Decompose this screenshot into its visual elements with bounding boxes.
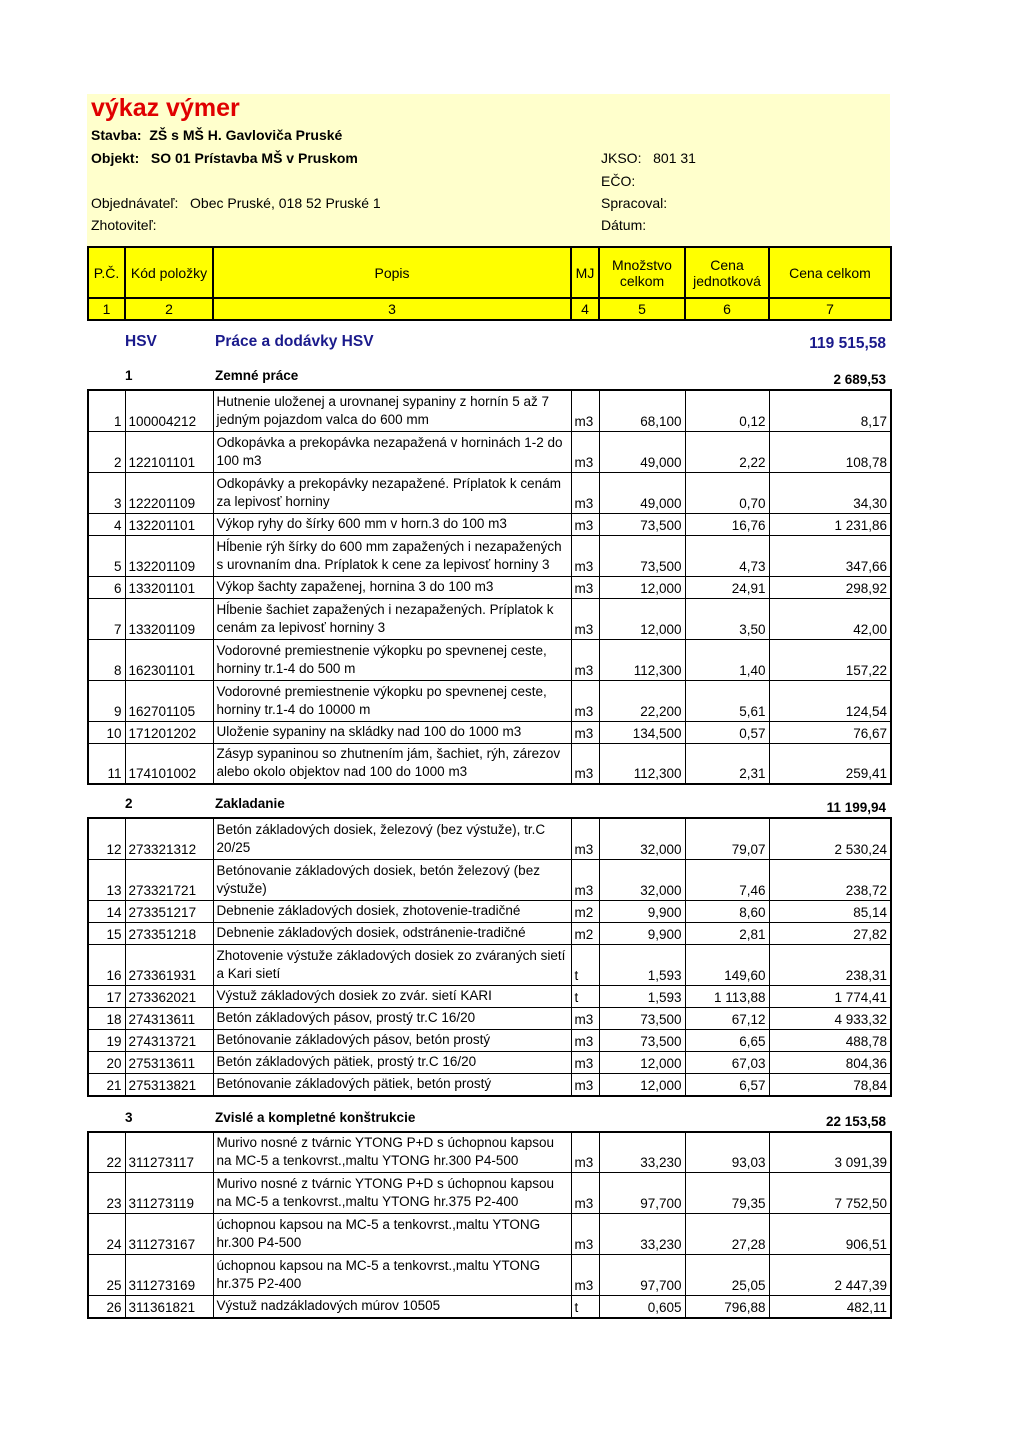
item-total-price: 238,72 bbox=[769, 859, 891, 900]
item-number: 26 bbox=[88, 1296, 125, 1319]
item-total-price: 157,22 bbox=[769, 639, 891, 680]
item-unit-price: 1 113,88 bbox=[685, 985, 769, 1007]
item-unit: m3 bbox=[571, 1214, 599, 1255]
item-total-price: 1 231,86 bbox=[769, 513, 891, 535]
item-quantity: 12,000 bbox=[599, 1051, 685, 1073]
item-description: Debnenie základových dosiek, odstránenie-tradičné bbox=[213, 922, 571, 944]
item-description: Betón základových dosiek, železový (bez výstuže), tr.C 20/25 bbox=[213, 818, 571, 859]
zhotovitel-label: Zhotoviteľ: bbox=[91, 217, 157, 233]
item-number: 4 bbox=[88, 513, 125, 535]
item-quantity: 1,593 bbox=[599, 944, 685, 985]
item-unit-price: 149,60 bbox=[685, 944, 769, 985]
objekt-label: Objekt: bbox=[91, 150, 140, 166]
item-quantity: 73,500 bbox=[599, 1007, 685, 1029]
section-number: 3 bbox=[125, 1109, 133, 1125]
item-number: 7 bbox=[88, 598, 125, 639]
item-code: 311361821 bbox=[125, 1296, 213, 1319]
section-name: Zvislé a kompletné konštrukcie bbox=[215, 1109, 416, 1125]
item-code: 311273119 bbox=[125, 1173, 213, 1214]
item-description: úchopnou kapsou na MC-5 a tenkovrst.,maltu YTONG hr.375 P2-400 bbox=[213, 1255, 571, 1296]
item-unit: m3 bbox=[571, 639, 599, 680]
item-unit: m3 bbox=[571, 680, 599, 721]
document-page bbox=[87, 94, 890, 1319]
item-unit-price: 6,57 bbox=[685, 1073, 769, 1096]
section-total: 22 153,58 bbox=[825, 1113, 886, 1129]
item-number: 18 bbox=[88, 1007, 125, 1029]
item-unit-price: 67,12 bbox=[685, 1007, 769, 1029]
item-quantity: 9,900 bbox=[599, 922, 685, 944]
item-number: 22 bbox=[88, 1132, 125, 1173]
item-total-price: 85,14 bbox=[769, 900, 891, 922]
item-quantity: 112,300 bbox=[599, 639, 685, 680]
item-description: Betónovanie základových pásov, betón prostý bbox=[213, 1029, 571, 1051]
items-table bbox=[87, 389, 892, 785]
table-row bbox=[88, 1255, 891, 1296]
item-unit: t bbox=[571, 1296, 599, 1319]
item-unit: m3 bbox=[571, 431, 599, 472]
item-unit: t bbox=[571, 985, 599, 1007]
item-description: Murivo nosné z tvárnic YTONG P+D s úchopnou kapsou na MC-5 a tenkovrst.,maltu YTONG hr.300 P4-500 bbox=[213, 1132, 571, 1173]
objekt-value: SO 01 Prístavba MŠ v Pruskom bbox=[150, 150, 358, 166]
table-row bbox=[88, 1073, 891, 1096]
objednavatel-label: Objednávateľ: bbox=[91, 195, 179, 211]
item-number: 24 bbox=[88, 1214, 125, 1255]
item-unit: m3 bbox=[571, 859, 599, 900]
item-unit: m3 bbox=[571, 1051, 599, 1073]
item-unit-price: 79,35 bbox=[685, 1173, 769, 1214]
item-unit-price: 2,22 bbox=[685, 431, 769, 472]
item-unit: m3 bbox=[571, 818, 599, 859]
item-code: 274313721 bbox=[125, 1029, 213, 1051]
item-total-price: 298,92 bbox=[769, 576, 891, 598]
table-row bbox=[88, 944, 891, 985]
item-code: 273321312 bbox=[125, 818, 213, 859]
item-number: 3 bbox=[88, 472, 125, 513]
item-description: Betón základových pätiek, prostý tr.C 16/20 bbox=[213, 1051, 571, 1073]
item-description: Murivo nosné z tvárnic YTONG P+D s úchopnou kapsou na MC-5 a tenkovrst.,maltu YTONG hr.375 P2-400 bbox=[213, 1173, 571, 1214]
item-code: 311273169 bbox=[125, 1255, 213, 1296]
item-code: 132201101 bbox=[125, 513, 213, 535]
item-quantity: 32,000 bbox=[599, 818, 685, 859]
col-mnozstvo: Množstvo celkom bbox=[599, 247, 685, 298]
sections-container bbox=[87, 361, 890, 1319]
item-unit-price: 5,61 bbox=[685, 680, 769, 721]
item-description: Betón základových pásov, prostý tr.C 16/20 bbox=[213, 1007, 571, 1029]
table-row bbox=[88, 680, 891, 721]
item-number: 12 bbox=[88, 818, 125, 859]
table-row bbox=[88, 472, 891, 513]
item-total-price: 7 752,50 bbox=[769, 1173, 891, 1214]
item-unit-price: 2,81 bbox=[685, 922, 769, 944]
item-unit: m3 bbox=[571, 390, 599, 431]
item-unit-price: 67,03 bbox=[685, 1051, 769, 1073]
item-total-price: 3 091,39 bbox=[769, 1132, 891, 1173]
col-pc: P.Č. bbox=[88, 247, 125, 298]
item-number: 15 bbox=[88, 922, 125, 944]
item-number: 13 bbox=[88, 859, 125, 900]
section-heading bbox=[87, 361, 890, 389]
item-unit: m3 bbox=[571, 1255, 599, 1296]
item-total-price: 259,41 bbox=[769, 743, 891, 784]
table-row bbox=[88, 900, 891, 922]
col-popis: Popis bbox=[213, 247, 571, 298]
item-description: Odkopávky a prekopávky nezapažené. Príplatok k cenám za lepivosť horniny bbox=[213, 472, 571, 513]
table-row bbox=[88, 1132, 891, 1173]
col-number: 7 bbox=[769, 298, 891, 320]
item-number: 6 bbox=[88, 576, 125, 598]
item-quantity: 49,000 bbox=[599, 431, 685, 472]
item-code: 275313821 bbox=[125, 1073, 213, 1096]
table-row bbox=[88, 743, 891, 784]
item-number: 23 bbox=[88, 1173, 125, 1214]
item-description: Výkop ryhy do šírky 600 mm v horn.3 do 100 m3 bbox=[213, 513, 571, 535]
item-number: 16 bbox=[88, 944, 125, 985]
item-code: 122201109 bbox=[125, 472, 213, 513]
item-unit-price: 1,40 bbox=[685, 639, 769, 680]
item-unit: m3 bbox=[571, 513, 599, 535]
item-description: Výstuž základových dosiek zo zvár. sietí KARI bbox=[213, 985, 571, 1007]
item-total-price: 1 774,41 bbox=[769, 985, 891, 1007]
item-number: 11 bbox=[88, 743, 125, 784]
items-table bbox=[87, 817, 892, 1097]
item-unit: m2 bbox=[571, 922, 599, 944]
item-unit-price: 27,28 bbox=[685, 1214, 769, 1255]
item-total-price: 8,17 bbox=[769, 390, 891, 431]
item-unit-price: 6,65 bbox=[685, 1029, 769, 1051]
item-number: 25 bbox=[88, 1255, 125, 1296]
item-quantity: 134,500 bbox=[599, 721, 685, 743]
item-unit: m3 bbox=[571, 535, 599, 576]
item-unit: m3 bbox=[571, 1007, 599, 1029]
item-description: Výstuž nadzákladových múrov 10505 bbox=[213, 1296, 571, 1319]
item-number: 5 bbox=[88, 535, 125, 576]
item-quantity: 49,000 bbox=[599, 472, 685, 513]
item-unit-price: 0,70 bbox=[685, 472, 769, 513]
item-unit: m2 bbox=[571, 900, 599, 922]
table-row bbox=[88, 818, 891, 859]
item-quantity: 22,200 bbox=[599, 680, 685, 721]
item-total-price: 42,00 bbox=[769, 598, 891, 639]
item-total-price: 906,51 bbox=[769, 1214, 891, 1255]
item-total-price: 238,31 bbox=[769, 944, 891, 985]
col-number: 1 bbox=[88, 298, 125, 320]
item-quantity: 32,000 bbox=[599, 859, 685, 900]
item-quantity: 73,500 bbox=[599, 535, 685, 576]
table-row bbox=[88, 1296, 891, 1319]
section-total: 2 689,53 bbox=[833, 372, 886, 387]
item-description: Výkop šachty zapaženej, hornina 3 do 100 m3 bbox=[213, 576, 571, 598]
item-quantity: 12,000 bbox=[599, 598, 685, 639]
item-total-price: 4 933,32 bbox=[769, 1007, 891, 1029]
item-description: Zásyp sypaninou so zhutnením jám, šachiet, rýh, zárezov alebo okolo objektov nad 100 do 1000 m3 bbox=[213, 743, 571, 784]
table-row bbox=[88, 1051, 891, 1073]
item-unit-price: 16,76 bbox=[685, 513, 769, 535]
item-number: 17 bbox=[88, 985, 125, 1007]
item-code: 171201202 bbox=[125, 721, 213, 743]
objekt-line bbox=[91, 150, 358, 166]
item-code: 132201109 bbox=[125, 535, 213, 576]
item-description: Betónovanie základových pätiek, betón prostý bbox=[213, 1073, 571, 1096]
table-row bbox=[88, 1029, 891, 1051]
item-number: 2 bbox=[88, 431, 125, 472]
item-description: Debnenie základových dosiek, zhotovenie-tradičné bbox=[213, 900, 571, 922]
table-row bbox=[88, 639, 891, 680]
objednavatel-line bbox=[91, 195, 381, 211]
item-quantity: 73,500 bbox=[599, 513, 685, 535]
item-unit-price: 93,03 bbox=[685, 1132, 769, 1173]
table-row bbox=[88, 535, 891, 576]
item-unit: m3 bbox=[571, 1029, 599, 1051]
section-number: 2 bbox=[125, 796, 133, 811]
item-unit-price: 0,12 bbox=[685, 390, 769, 431]
document-header bbox=[87, 94, 890, 246]
item-unit-price: 2,31 bbox=[685, 743, 769, 784]
item-unit-price: 24,91 bbox=[685, 576, 769, 598]
item-quantity: 68,100 bbox=[599, 390, 685, 431]
item-unit: m3 bbox=[571, 472, 599, 513]
objednavatel-value: Obec Pruské, 018 52 Pruské 1 bbox=[190, 195, 381, 211]
spracoval-label: Spracoval: bbox=[601, 195, 668, 211]
table-row bbox=[88, 1173, 891, 1214]
item-total-price: 2 447,39 bbox=[769, 1255, 891, 1296]
item-unit-price: 7,46 bbox=[685, 859, 769, 900]
item-quantity: 112,300 bbox=[599, 743, 685, 784]
item-code: 100004212 bbox=[125, 390, 213, 431]
item-code: 133201109 bbox=[125, 598, 213, 639]
jkso-value: 801 31 bbox=[653, 150, 696, 166]
hsv-row bbox=[87, 321, 890, 361]
item-number: 10 bbox=[88, 721, 125, 743]
item-code: 162701105 bbox=[125, 680, 213, 721]
table-row bbox=[88, 1007, 891, 1029]
item-unit: m3 bbox=[571, 1073, 599, 1096]
item-unit-price: 0,57 bbox=[685, 721, 769, 743]
item-unit-price: 8,60 bbox=[685, 900, 769, 922]
item-description: Hĺbenie šachiet zapažených i nezapažených. Príplatok k cenám za lepivosť horniny 3 bbox=[213, 598, 571, 639]
item-number: 1 bbox=[88, 390, 125, 431]
item-unit: m3 bbox=[571, 598, 599, 639]
table-row bbox=[88, 390, 891, 431]
item-total-price: 78,84 bbox=[769, 1073, 891, 1096]
section-total: 11 199,94 bbox=[826, 800, 886, 815]
item-code: 273351218 bbox=[125, 922, 213, 944]
col-number: 4 bbox=[571, 298, 599, 320]
item-total-price: 2 530,24 bbox=[769, 818, 891, 859]
item-quantity: 33,230 bbox=[599, 1132, 685, 1173]
col-cena-celkom: Cena celkom bbox=[769, 247, 891, 298]
item-code: 273321721 bbox=[125, 859, 213, 900]
item-quantity: 1,593 bbox=[599, 985, 685, 1007]
table-row bbox=[88, 859, 891, 900]
item-unit: m3 bbox=[571, 576, 599, 598]
section-name: Zakladanie bbox=[215, 796, 285, 811]
item-description: Odkopávka a prekopávka nezapažená v horninách 1-2 do 100 m3 bbox=[213, 431, 571, 472]
item-description: úchopnou kapsou na MC-5 a tenkovrst.,maltu YTONG hr.300 P4-500 bbox=[213, 1214, 571, 1255]
item-total-price: 27,82 bbox=[769, 922, 891, 944]
item-code: 122101101 bbox=[125, 431, 213, 472]
item-description: Uloženie sypaniny na skládky nad 100 do 1000 m3 bbox=[213, 721, 571, 743]
item-quantity: 0,605 bbox=[599, 1296, 685, 1319]
stavba-line bbox=[91, 127, 342, 143]
col-kod: Kód položky bbox=[125, 247, 213, 298]
item-total-price: 488,78 bbox=[769, 1029, 891, 1051]
jkso-line bbox=[601, 150, 696, 166]
item-code: 275313611 bbox=[125, 1051, 213, 1073]
item-quantity: 33,230 bbox=[599, 1214, 685, 1255]
table-row bbox=[88, 985, 891, 1007]
section-name: Zemné práce bbox=[215, 368, 299, 383]
col-number: 6 bbox=[685, 298, 769, 320]
item-code: 162301101 bbox=[125, 639, 213, 680]
item-code: 274313611 bbox=[125, 1007, 213, 1029]
item-total-price: 347,66 bbox=[769, 535, 891, 576]
item-quantity: 12,000 bbox=[599, 1073, 685, 1096]
item-unit-price: 79,07 bbox=[685, 818, 769, 859]
item-number: 21 bbox=[88, 1073, 125, 1096]
jkso-label: JKSO: bbox=[601, 150, 642, 166]
item-description: Betónovanie základových dosiek, betón železový (bez výstuže) bbox=[213, 859, 571, 900]
table-row bbox=[88, 513, 891, 535]
stavba-value: ZŠ s MŠ H. Gavloviča Pruské bbox=[149, 127, 343, 143]
section-heading bbox=[87, 1097, 890, 1131]
item-code: 311273167 bbox=[125, 1214, 213, 1255]
item-code: 273361931 bbox=[125, 944, 213, 985]
item-total-price: 804,36 bbox=[769, 1051, 891, 1073]
col-number: 2 bbox=[125, 298, 213, 320]
item-description: Vodorovné premiestnenie výkopku po spevnenej ceste, horniny tr.1-4 do 10000 m bbox=[213, 680, 571, 721]
col-cena-jednotkova: Cena jednotková bbox=[685, 247, 769, 298]
item-quantity: 73,500 bbox=[599, 1029, 685, 1051]
document-title: výkaz výmer bbox=[91, 94, 240, 122]
item-total-price: 108,78 bbox=[769, 431, 891, 472]
col-mj: MJ bbox=[571, 247, 599, 298]
item-unit-price: 796,88 bbox=[685, 1296, 769, 1319]
item-code: 311273117 bbox=[125, 1132, 213, 1173]
item-description: Zhotovenie výstuže základových dosiek zo zváraných sietí a Kari sietí bbox=[213, 944, 571, 985]
table-row bbox=[88, 431, 891, 472]
item-number: 14 bbox=[88, 900, 125, 922]
table-row bbox=[88, 598, 891, 639]
item-unit-price: 25,05 bbox=[685, 1255, 769, 1296]
item-total-price: 124,54 bbox=[769, 680, 891, 721]
item-quantity: 9,900 bbox=[599, 900, 685, 922]
table-row bbox=[88, 922, 891, 944]
col-number: 3 bbox=[213, 298, 571, 320]
item-unit: m3 bbox=[571, 1132, 599, 1173]
item-unit-price: 4,73 bbox=[685, 535, 769, 576]
item-unit: m3 bbox=[571, 1173, 599, 1214]
item-unit: m3 bbox=[571, 721, 599, 743]
item-number: 20 bbox=[88, 1051, 125, 1073]
eco-label: EČO: bbox=[601, 173, 636, 189]
item-number: 9 bbox=[88, 680, 125, 721]
item-total-price: 34,30 bbox=[769, 472, 891, 513]
section-number: 1 bbox=[125, 368, 133, 383]
item-unit: t bbox=[571, 944, 599, 985]
item-description: Vodorovné premiestnenie výkopku po spevnenej ceste, horniny tr.1-4 do 500 m bbox=[213, 639, 571, 680]
item-number: 8 bbox=[88, 639, 125, 680]
item-description: Hutnenie uloženej a urovnanej sypaniny z hornín 5 až 7 jedným pojazdom valca do 600 mm bbox=[213, 390, 571, 431]
hsv-name: Práce a dodávky HSV bbox=[215, 333, 374, 350]
item-unit-price: 3,50 bbox=[685, 598, 769, 639]
column-header-table bbox=[87, 246, 892, 321]
item-quantity: 97,700 bbox=[599, 1173, 685, 1214]
item-code: 133201101 bbox=[125, 576, 213, 598]
hsv-code: HSV bbox=[125, 333, 157, 350]
item-number: 19 bbox=[88, 1029, 125, 1051]
stavba-label: Stavba: bbox=[91, 127, 142, 143]
item-total-price: 482,11 bbox=[769, 1296, 891, 1319]
item-code: 174101002 bbox=[125, 743, 213, 784]
item-code: 273362021 bbox=[125, 985, 213, 1007]
section-heading bbox=[87, 785, 890, 817]
item-quantity: 12,000 bbox=[599, 576, 685, 598]
table-row bbox=[88, 721, 891, 743]
item-total-price: 76,67 bbox=[769, 721, 891, 743]
table-row bbox=[88, 1214, 891, 1255]
items-table bbox=[87, 1131, 892, 1320]
item-code: 273351217 bbox=[125, 900, 213, 922]
hsv-total: 119 515,58 bbox=[809, 335, 886, 352]
item-unit: m3 bbox=[571, 743, 599, 784]
item-quantity: 97,700 bbox=[599, 1255, 685, 1296]
table-row bbox=[88, 576, 891, 598]
datum-label: Dátum: bbox=[601, 217, 647, 233]
item-description: Hĺbenie rýh šírky do 600 mm zapažených i nezapažených s urovnaním dna. Príplatok k cene za lepivosť horniny 3 bbox=[213, 535, 571, 576]
col-number: 5 bbox=[599, 298, 685, 320]
